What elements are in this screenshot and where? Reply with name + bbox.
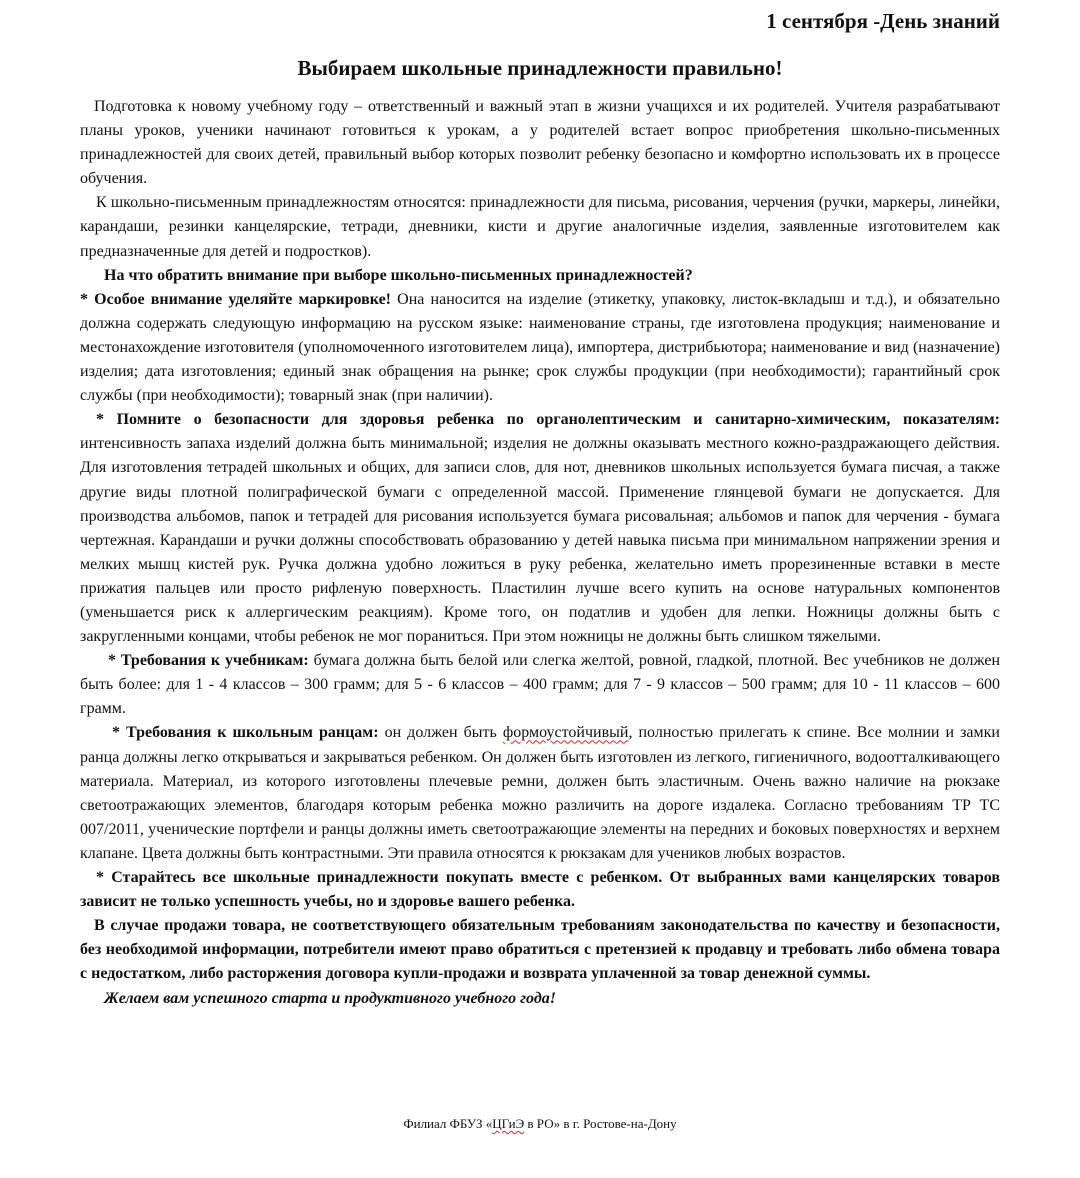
footer-suffix: в РО» в г. Ростове-на-Дону xyxy=(524,1116,677,1131)
page-title: Выбираем школьные принадлежности правильно! xyxy=(297,56,783,80)
question-heading: На что обратить внимание при выборе школьно-письменных принадлежностей? xyxy=(104,266,693,284)
footer-prefix: Филиал ФБУЗ « xyxy=(403,1116,493,1131)
footer-abbr: ЦГиЭ xyxy=(492,1116,525,1131)
textbooks-lead: * Требования к учебникам: xyxy=(108,652,309,670)
date-heading: 1 сентября -День знаний xyxy=(766,9,1000,33)
marking-text: Она наносится на изделие (этикетку, упаковку, листок-вкладыш и т.д.), и обязательно должна содержать следующую информацию на русском языке: наименование страны, где изготовлена продукция; наименование и местонахождение изготовителя (уполномоченного изготовителем лица), импортера, дистрибьютора; наименование и вид (назначение) изделия; дата изготовления; единый знак обращения на рынке; срок службы продукции (при необходимости); гарантийный срок службы (при необходимости); товарный знак (при наличии). xyxy=(80,290,1000,405)
backpacks-text-a: он должен быть xyxy=(378,724,503,742)
paragraph-textbooks xyxy=(80,649,1000,721)
marking-lead: * Особое внимание уделяйте маркировке! xyxy=(80,290,392,308)
backpacks-text-b: , полностью прилегать к спине. Все молнии и замки ранца должны легко открываться и закрываться ребенком. Он должен быть изготовлен из легкого, гигиеничного, водоотталкивающего материала. Материал, из которого изготовлены плечевые ремни, должен быть эластичным. Очень важно наличие на рюкзаке светоотражающих элементов, благодаря которым ребенка можно различить на дороге издалека. Согласно требованиям ТР ТС 007/2011, ученические портфели и ранцы должны иметь светоотражающие элементы на передних и боковых поверхностях и верхнем клапане. Цвета должны быть контрастными. Эти правила относятся к рюкзакам для учеников любых возрастов. xyxy=(80,724,1000,862)
closing-wish: Желаем вам успешного старта и продуктивного учебного года! xyxy=(104,990,556,1008)
backpacks-lead: * Требования к школьным ранцам: xyxy=(112,724,379,742)
paragraph-supplies-list: К школьно-письменным принадлежностям относятся: принадлежности для письма, рисования, черчения (ручки, маркеры, линейки, карандаши, резинки канцелярские, тетради, дневники, кисти и другие аналогичные изделия, заявленные изготовителем как предназначенные для детей и подростков). xyxy=(80,194,1000,260)
safety-text: интенсивность запаха изделий должна быть минимальной; изделия не должны оказывать местного кожно-раздражающего действия. Для изготовления тетрадей школьных и общих, для записи слов, для нот, дневников школьных используется бумага писчая, а также другие виды плотной полиграфической бумаги с определенной массой. Применение глянцевой бумаги не допускается. Для производства альбомов, папок и тетрадей для рисования используется бумага рисовальная; альбомов и папок для черчения - бумага чертежная. Карандаши и ручки должны способствовать образованию у детей навыка письма при минимальном напряжении зрения и мелких мышц кистей рук. Ручка должна удобно ложиться в руку ребенка, желательно иметь прорезиненные вставки в месте прижатия пальцев или просто рифленую поверхность. Пластилин лучше всего купить на основе натуральных компонентов (уменьшается риск к аллергическим реакциям). Кроме того, он податлив и удобен для лепки. Ножницы должны быть с закругленными концами, чтобы ребенок не мог пораниться. При этом ножницы не должны быть слишком тяжелыми. xyxy=(80,435,1000,646)
footer-organization xyxy=(0,1114,1080,1134)
paragraph-intro: Подготовка к новому учебному году – ответственный и важный этап в жизни учащихся и их родителей. Учителя разрабатывают планы уроков, ученики начинают готовиться к урокам, а у родителей встает вопрос приобретения школьно-письменных принадлежностей для своих детей, правильный выбор которых позволит ребенку безопасно и комфортно использовать их в процессе обучения. xyxy=(80,98,1000,188)
document-page xyxy=(80,0,1000,1012)
spellcheck-word: формоустойчивый xyxy=(502,724,629,742)
paragraph-buy-together: * Старайтесь все школьные принадлежности покупать вместе с ребенком. От выбранных вами канцелярских товаров зависит не только успешность учебы, но и здоровье вашего ребенка. xyxy=(80,869,1000,911)
paragraph-marking xyxy=(80,288,1000,408)
safety-lead: * Помните о безопасности для здоровья ребенка по органолептическим и санитарно-химическим, показателям: xyxy=(96,411,1000,429)
paragraph-consumer-rights: В случае продажи товара, не соответствующего обязательным требованиям законодательства по качеству и безопасности, без необходимой информации, потребители имеют право обратиться с претензией к продавцу и требовать либо обмена товара с недостатком, либо расторжения договора купли-продажи и возврата уплаченной за товар денежной суммы. xyxy=(80,917,1000,983)
paragraph-safety xyxy=(80,408,1000,649)
paragraph-backpacks xyxy=(80,721,1000,866)
textbooks-text: бумага должна быть белой или слегка желтой, ровной, гладкой, плотной. Вес учебников не должен быть более: для 1 - 4 классов – 300 грамм; для 5 - 6 классов – 400 грамм; для 7 - 9 классов – 500 грамм; для 10 - 11 классов – 600 грамм. xyxy=(80,652,1001,718)
